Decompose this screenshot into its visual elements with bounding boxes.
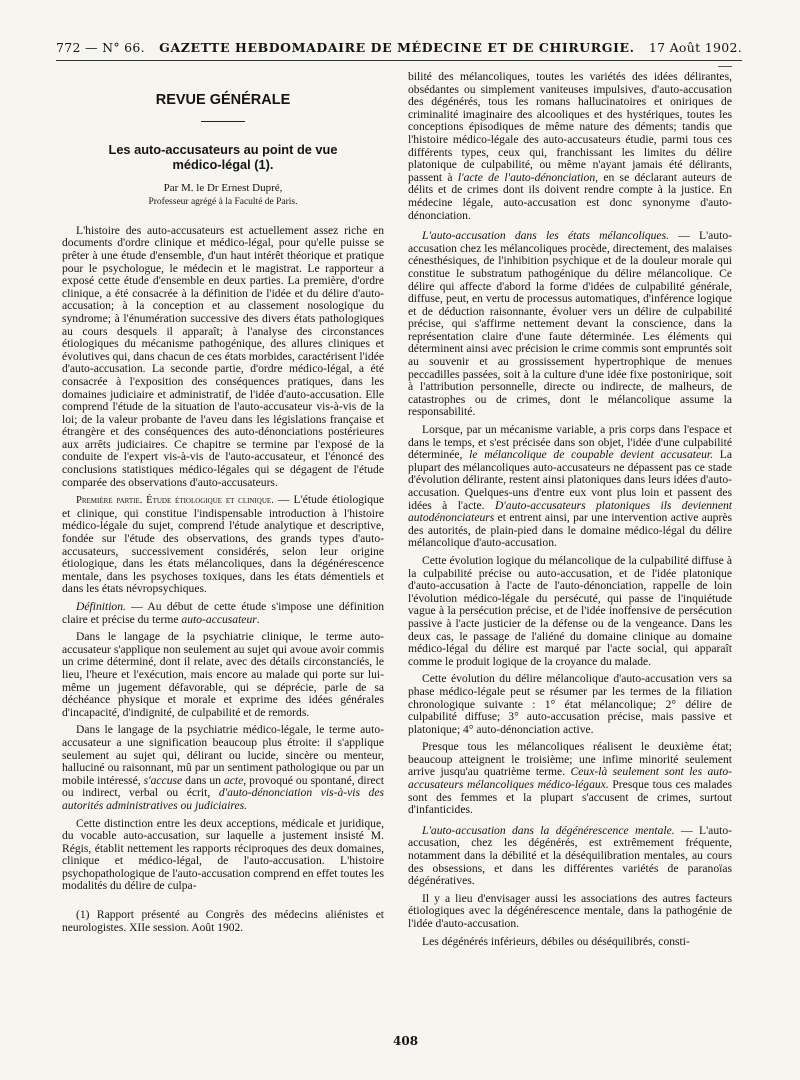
continuation-text-b: , en se déclarant auteurs de délits et de crimes dont ils doivent rendre compte à la justice. En médecine légale, auto-accusation est donc synonyme d'auto-dénonciation. (408, 170, 732, 222)
header-page-issue: 772 — N° 66. (56, 40, 145, 55)
stages-text-b: Presque tous ces malades sont des femmes et la plupart s'accusent de crimes, surtout d'infanticides. (408, 778, 732, 817)
byline: Par M. le Dr Ernest Dupré, (163, 181, 283, 194)
paragraph-degeneration (408, 825, 732, 888)
running-header (56, 40, 742, 55)
paragraph-distinction: Cette distinction entre les deux acceptions, médicale et juridique, du vocable auto-accusation, sur laquelle a justement insisté M. Régis, établit nettement les rapports réciproques des deux domaines, clinique et médico-légal, de l'auto-accusation. L'histoire psychopathologique de l'auto-accusation comprend en effet toutes les modalités du délire de culpa- (62, 816, 384, 893)
paragraph-continuation (408, 71, 732, 222)
medico-legal-text-a: Dans le langage de la psychiatrie médico-légale, le terme auto-accusateur a une signification beaucoup plus étroite: il s'applique seulement au sujet qui, délirant ou lucide, sincère ou menteur, halluciné ou raisonnant, mû par un sentiment pathologique ou par un mobile intéressé, (62, 723, 384, 787)
medico-legal-italic-2: acte (223, 773, 244, 787)
left-column (62, 66, 384, 935)
header-journal-title: GAZETTE HEBDOMADAIRE DE MÉDECINE ET DE CHIRURGIE. (159, 40, 635, 55)
paragraph-clinical-sense: Dans le langage de la psychiatrie clinique, le terme auto-accusateur s'applique non seulement au sujet qui avoue avoir commis un crime déterminé, dont il relate, avec des détails circonstanciés, le lieu, l'heure et l'exécution, mais encore au malade qui porte sur lui-même un jugement défavorable, qui se déprécie, parle de sa déchéance physique et morale et exprime des idées générales d'incapacité, d'indignité, de culpabilité et de remords. (62, 630, 384, 719)
mechanism-text-c: et entrent ainsi, par une intervention active auprès des autorités, de plain-pied dans le domaine médico-légal du délire mélancolique d'auto-accusation. (408, 511, 732, 550)
paragraph-inferior-degenerates: Les dégénérés inférieurs, débiles ou déséquilibrés, consti- (422, 934, 690, 948)
definition-term: auto-accusateur (181, 612, 257, 626)
degeneration-heading: L'auto-accusation dans la dégénérescence mentale. (422, 823, 675, 837)
continuation-italic: l'acte de l'auto-dénonciation (457, 170, 596, 184)
melancholic-heading: L'auto-accusation dans les états mélancoliques. (422, 229, 669, 243)
paragraph-melancholic (408, 230, 732, 419)
definition-label: Définition. (76, 600, 126, 613)
article-title (62, 142, 384, 172)
paragraph-chronology: Cette évolution du délire mélancolique d'auto-accusation vers sa phase médico-légale peut se résumer par les termes de la filiation chronologique suivante : 1° état mélancolique; 2° délire de culpabilité diffuse; 3° auto-accusation précise, mais passive et platonique; 4° auto-dénonciation active. (408, 672, 732, 736)
paragraph-definition (62, 601, 384, 626)
header-date: 17 Août 1902. (648, 40, 742, 55)
paragraph-first-part (62, 494, 384, 596)
medico-legal-text-c: , provoqué ou spontané, direct ou indirect, verbal ou écrit, (62, 773, 384, 800)
continuation-text-a: bilité des mélancoliques, toutes les variétés des idées délirantes, obsédantes ou simplement vaniteuses impulsives, d'auto-accusation des dégénérés, tous les romans hallucinatoires et oniriques de criminalité imaginaire des alcooliques et des hystériques, toutes les conceptions épisodiques de même nature des déments; tandis que l'histoire médico-légale des auto-accusateurs étudie, parmi tous ces différents types, ceux qui, franchissant les limites du délire platonique de culpabilité, ou même n'ayant jamais été délirants, passent à (408, 70, 732, 184)
paragraph-intro: L'histoire des auto-accusateurs est actuellement assez riche en documents d'ordre clinique et médico-légal, pour qu'elle puisse se prêter à une étude d'ensemble, d'un haut intérêt théorique et pratique pour le psychologue, le médecin et le magistrat. Le rapporteur a exposé cette étude d'ensemble en deux parties. La première, d'ordre clinique, a été consacrée à la définition de l'idée et du délire d'auto-accusation; à la conception et au classement nosologique du syndrome; à l'énumération successive des divers états pathologiques au cours desquels il apparaît; à l'analyse des circonstances étiologiques du mécanisme pathogénique, des allures cliniques et évolutives qui, dans chacun de ces états morbides, caractérisent l'idée d'auto-accusation. La seconde partie, d'ordre médico-légal, a été consacrée à l'exposition des conséquences pratiques, dans les domaines judiciaire et administratif, de l'idée d'auto-accusation. Elle comprend l'étude de la situation de l'auto-accusateur vis-à-vis de la loi; de la valeur probante de l'aveu dans les législations française et étrangère et des conséquences des auto-dénonciations postérieures aux arrêts judiciaires. Ce chapitre se termine par l'exposé de la conduite de l'expert vis-à-vis de l'auto-accusateur, et l'énoncé des conclusions statistiques médico-légales qui se dégagent de l'étude comparée des observations d'auto-accusateurs. (62, 223, 384, 489)
section-title-rule (201, 121, 245, 122)
paragraph-associations: Il y a lieu d'envisager aussi les associations des autres facteurs étiologiques avec la dégénérescence mentale, dans la pathogénie de l'idée d'auto-accusation. (408, 891, 732, 930)
paragraph-medico-legal-sense (62, 724, 384, 812)
right-column (408, 66, 732, 953)
affiliation: Professeur agrégé à la Faculté de Paris. (148, 197, 298, 208)
medico-legal-italic-1: s'accuse (143, 773, 183, 787)
header-rule (56, 60, 742, 61)
medico-legal-italic-3: d'auto-dénonciation vis-à-vis des autorités administratives ou judiciaires. (62, 786, 385, 812)
mechanism-italic-1: le mélancolique de coupable devient accusateur. (469, 448, 714, 462)
mechanism-text-b: La plupart des mélancoliques auto-accusateurs ne dépassent pas ce stade d'évolution délirante, restent ainsi platoniques dans leurs idées d'auto-accusation. Quelques-uns d'entre eux vont plus loin et passent des idées à l'acte. (408, 448, 732, 512)
paragraph-mechanism (408, 424, 732, 550)
medico-legal-text-b: dans un (182, 773, 224, 787)
definition-text-b: . (256, 612, 260, 626)
paragraph-stages (408, 741, 732, 817)
section-title: REVUE GÉNÉRALE (155, 92, 291, 108)
mechanism-italic-2: D'auto-accusateurs platoniques ils deviennent autodénonciateurs (408, 498, 733, 525)
degeneration-text: — L'auto-accusation, chez les dégénérés, est extrêmement fréquente, notamment dans la débilité et la déséquilibration mentales, au cours des obsessions, et dans les différentes variétés de paranoïas dégénératives. (408, 823, 732, 888)
footnote: (1) Rapport présenté au Congrès des médecins aliénistes et neurologistes. XIIe session. Août 1902. (62, 909, 384, 935)
mechanism-text-a: Lorsque, par un mécanisme variable, a pris corps dans l'espace et dans le temps, et s'est précisée dans son objet, l'idée d'une culpabilité déterminée, (408, 423, 732, 462)
page-number: 408 (393, 1034, 419, 1048)
article-title-line1: Les auto-accusateurs au point de vue (108, 141, 338, 157)
melancholic-text: — L'auto-accusation chez les mélancoliques procède, directement, des malaises cénesthésiques, de l'inhibition psychique et de la douleur morale qui constitue le substratum pathogénique du délire mélancolique. Ce délire qui affecte d'abord la forme d'idées de culpabilité générale, diffuse, peut, en vertu de processus automatiques, d'inférence logique et de déduction raisonnante, évoluer vers un délire de culpabilité précise, qui s'affirme nettement devant la conscience, dans la représentation claire d'une faute déterminée. Les éléments qui déterminent ainsi avec précision le crime commis sont empruntés soit au souvenir et au grossissement hypertrophique de menues peccadilles passées, soit à la culture d'une idée fixe postonirique, soit à l'attribution personnelle, directe ou indirecte, de malheurs, de catastrophes ou de crimes, dont le mélancolique assume la responsabilité. (408, 229, 732, 419)
first-part-text: — L'étude étiologique et clinique, qui constitue l'indispensable introduction à l'histoire médico-légale du sujet, comprend l'étude analytique et descriptive, fondée sur l'étude des observations, des grands types d'auto-accusateurs, successivement considérés, selon leur origine étiologique, dans les états mélancoliques, dans la dégénérescence mentale, dans les psychoses toxiques, dans les états démentiels et dans les états névropsychiques. (62, 493, 384, 596)
stages-text-a: Presque tous les mélancoliques réalisent le deuxième état; beaucoup atteignent le troisième; une infime minorité seulement arrive jusqu'au quatrième terme. (408, 740, 732, 779)
column-corner-rule (718, 66, 732, 67)
stages-italic: Ceux-là seulement sont les auto-accusateurs mélancoliques médico-légaux. (408, 765, 732, 792)
article-title-line2: médico-légal (1). (172, 156, 274, 172)
paragraph-logical-evolution: Cette évolution logique du mélancolique de la culpabilité diffuse à la culpabilité précise ou auto-accusation, et de l'idée platonique d'auto-accusation à l'acte de l'auto-dénonciation, rappelle de loin l'évolution médico-légale du persécuté, qui passe de l'inquiétude vague à la persécution précise, et de l'idée inoffensive de persécution passive à l'acte justicier de la défense ou de la vengeance. Dans les deux cas, le passage de l'aliéné du domaine clinique au domaine médico-légal du délire est marqué par l'acte social, qui apparaît comme le produit logique de la croyance du malade. (408, 553, 732, 668)
first-part-label: Première partie. Étude étiologique et clinique. (76, 495, 274, 507)
definition-text-a: — Au début de cette étude s'impose une définition claire et précise du terme (62, 600, 384, 626)
